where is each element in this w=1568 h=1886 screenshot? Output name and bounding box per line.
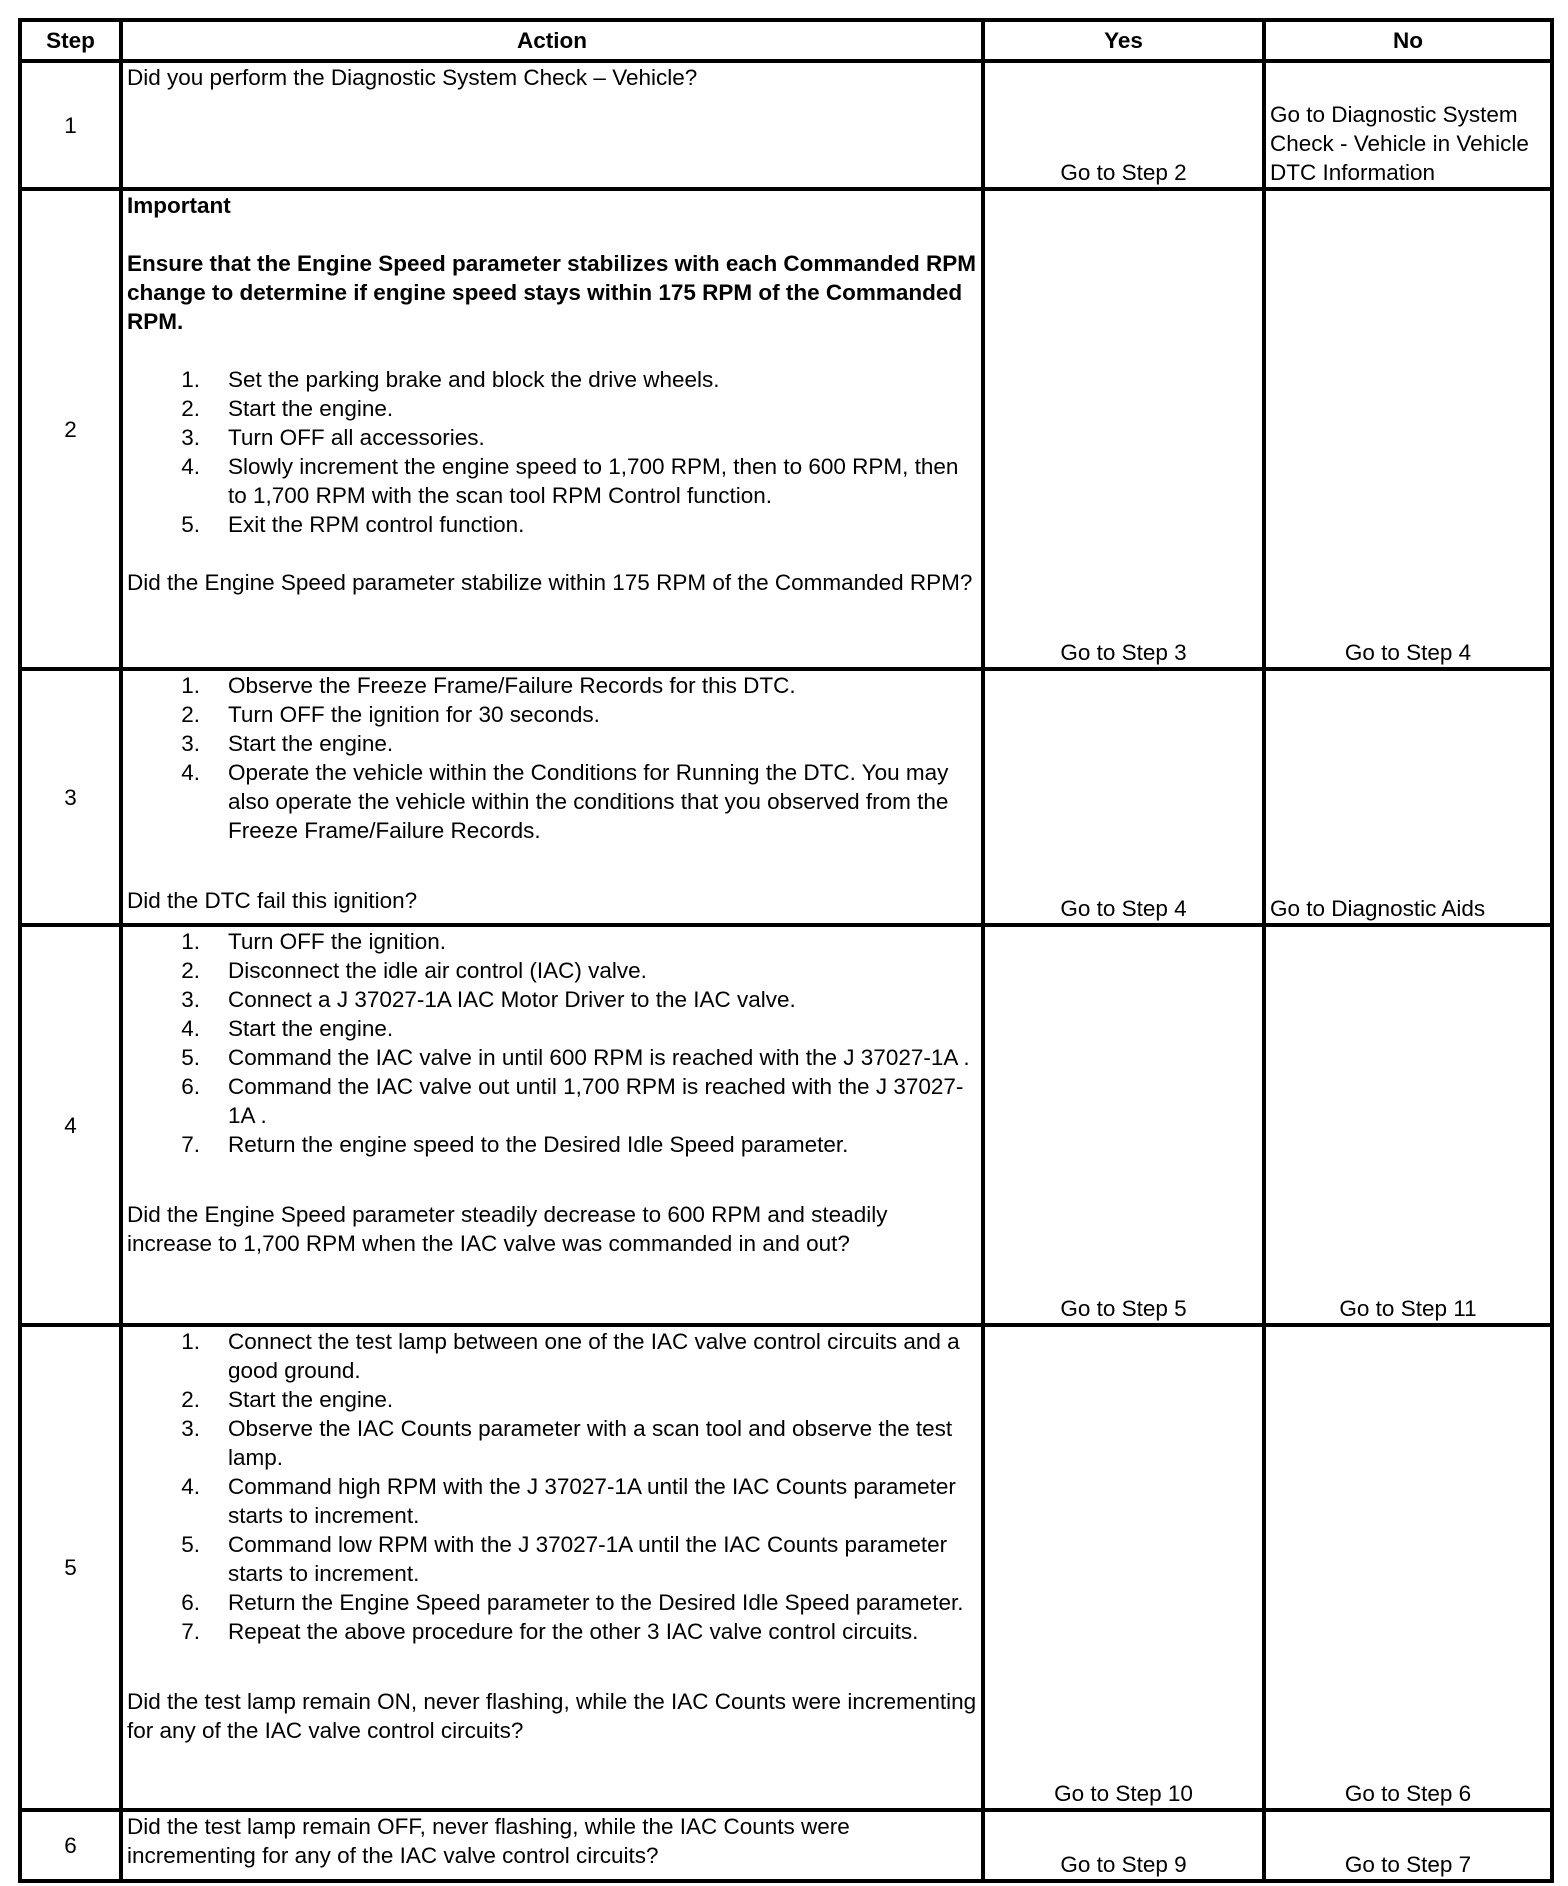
table-row-step-2 xyxy=(20,189,1552,669)
question-text: Did the DTC fail this ignition? xyxy=(127,888,418,913)
important-label: Important xyxy=(127,193,231,218)
list-item: 3. Start the engine. xyxy=(181,731,394,756)
yes-cell: Go to Step 3 xyxy=(983,189,1264,669)
step-number: 1 xyxy=(20,61,121,189)
list-item: 4. Operate the vehicle within the Conditions for Running the DTC. You may also operate the vehicle within the conditions that you observed from the Freeze Frame/Failure Records. xyxy=(181,760,949,843)
action-cell xyxy=(121,925,983,1325)
list-item: 2. Start the engine. xyxy=(181,1387,394,1412)
yes-cell: Go to Step 2 xyxy=(983,61,1264,189)
yes-cell: Go to Step 5 xyxy=(983,925,1264,1325)
table-row-step-5 xyxy=(20,1325,1552,1810)
step-number: 2 xyxy=(20,189,121,669)
question-text: Did you perform the Diagnostic System Check – Vehicle? xyxy=(127,65,698,90)
step-number: 6 xyxy=(20,1810,121,1881)
question-text: Did the test lamp remain ON, never flashing, while the IAC Counts were incrementing for any of the IAC valve control circuits? xyxy=(127,1689,977,1743)
list-item: 5. Command the IAC valve in until 600 RPM is reached with the J 37027-1A . xyxy=(181,1045,970,1070)
procedure-list xyxy=(127,1327,977,1646)
list-item: 4. Slowly increment the engine speed to 1,700 RPM, then to 600 RPM, then to 1,700 RPM with the scan tool RPM Control function. xyxy=(181,454,959,508)
list-item: 7. Return the engine speed to the Desired Idle Speed parameter. xyxy=(181,1132,849,1157)
list-item: 2. Disconnect the idle air control (IAC) valve. xyxy=(181,958,647,983)
list-item: 1. Connect the test lamp between one of the IAC valve control circuits and a good ground. xyxy=(181,1329,960,1383)
list-item: 2. Turn OFF the ignition for 30 seconds. xyxy=(181,702,600,727)
yes-cell: Go to Step 10 xyxy=(983,1325,1264,1810)
header-action: Action xyxy=(121,20,983,61)
question-text: Did the Engine Speed parameter stabilize within 175 RPM of the Commanded RPM? xyxy=(127,570,973,595)
header-yes: Yes xyxy=(983,20,1264,61)
no-cell: Go to Step 4 xyxy=(1264,189,1552,669)
table-row-step-6 xyxy=(20,1810,1552,1881)
header-row xyxy=(20,20,1552,61)
action-cell xyxy=(121,189,983,669)
list-item: 6. Return the Engine Speed parameter to the Desired Idle Speed parameter. xyxy=(181,1590,964,1615)
list-item: 4. Command high RPM with the J 37027-1A until the IAC Counts parameter starts to increment. xyxy=(181,1474,956,1528)
action-cell xyxy=(121,61,983,189)
step-number: 3 xyxy=(20,669,121,925)
procedure-list xyxy=(127,927,977,1159)
yes-cell: Go to Step 9 xyxy=(983,1810,1264,1881)
action-cell xyxy=(121,1325,983,1810)
header-step: Step xyxy=(20,20,121,61)
list-item: 7. Repeat the above procedure for the other 3 IAC valve control circuits. xyxy=(181,1619,919,1644)
list-item: 1. Turn OFF the ignition. xyxy=(181,929,447,954)
list-item: 5. Exit the RPM control function. xyxy=(181,512,525,537)
no-cell: Go to Step 7 xyxy=(1264,1810,1552,1881)
procedure-list xyxy=(127,671,977,845)
step-number: 4 xyxy=(20,925,121,1325)
no-cell: Go to Step 11 xyxy=(1264,925,1552,1325)
important-text: Ensure that the Engine Speed parameter stabilizes with each Commanded RPM change to determine if engine speed stays within 175 RPM of the Commanded RPM. xyxy=(127,251,976,334)
no-cell: Go to Diagnostic Aids xyxy=(1264,669,1552,925)
no-cell: Go to Step 6 xyxy=(1264,1325,1552,1810)
question-text: Did the Engine Speed parameter steadily decrease to 600 RPM and steadily increase to 1,700 RPM when the IAC valve was commanded in and out? xyxy=(127,1202,888,1256)
question-text: Did the test lamp remain OFF, never flashing, while the IAC Counts were incrementing for any of the IAC valve control circuits? xyxy=(127,1814,850,1868)
list-item: 1. Observe the Freeze Frame/Failure Records for this DTC. xyxy=(181,673,796,698)
diagnostic-table xyxy=(18,18,1554,1883)
list-item: 3. Connect a J 37027-1A IAC Motor Driver to the IAC valve. xyxy=(181,987,796,1012)
list-item: 6. Command the IAC valve out until 1,700 RPM is reached with the J 37027-1A . xyxy=(181,1074,964,1128)
table-row-step-4 xyxy=(20,925,1552,1325)
list-item: 2. Start the engine. xyxy=(181,396,394,421)
yes-cell: Go to Step 4 xyxy=(983,669,1264,925)
list-item: 3. Turn OFF all accessories. xyxy=(181,425,485,450)
action-cell xyxy=(121,1810,983,1881)
no-cell: Go to Diagnostic System Check - Vehicle in Vehicle DTC Information xyxy=(1264,61,1552,189)
list-item: 4. Start the engine. xyxy=(181,1016,394,1041)
procedure-list xyxy=(127,365,977,539)
table-row-step-3 xyxy=(20,669,1552,925)
action-cell xyxy=(121,669,983,925)
list-item: 5. Command low RPM with the J 37027-1A until the IAC Counts parameter starts to increment. xyxy=(181,1532,948,1586)
step-number: 5 xyxy=(20,1325,121,1810)
list-item: 3. Observe the IAC Counts parameter with a scan tool and observe the test lamp. xyxy=(181,1416,953,1470)
header-no: No xyxy=(1264,20,1552,61)
list-item: 1. Set the parking brake and block the drive wheels. xyxy=(181,367,720,392)
table-row-step-1 xyxy=(20,61,1552,189)
